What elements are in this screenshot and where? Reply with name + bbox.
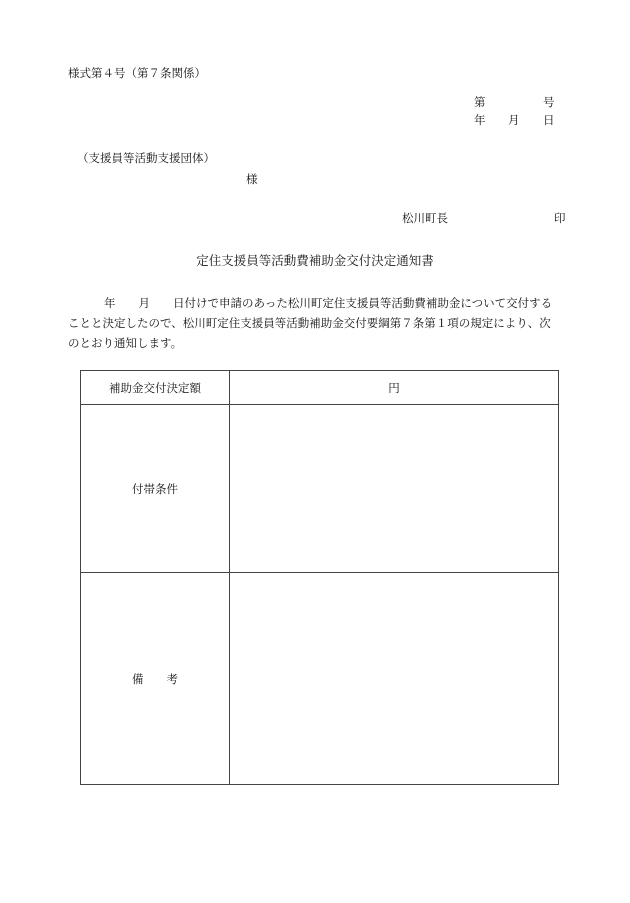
body-line: のとおり通知します。 [68,336,183,350]
issuer-seal-mark: 印 [554,211,566,225]
remarks-value [230,573,559,785]
form-number: 様式第４号（第７条関係） [68,66,206,80]
body-text [68,293,568,353]
body-line: 年 月 日付けで申請のあった松川町定住支援員等活動費補助金について交付する [104,296,553,310]
amount-value: 円 [230,371,559,405]
conditions-value [230,405,559,573]
table-row-conditions [81,405,559,573]
document-number-prefix: 第 [474,95,486,109]
recipient-honorific: 様 [246,172,258,186]
remarks-label: 備 考 [81,573,230,785]
issuer-title: 松川町長 [402,211,448,225]
document-title: 定住支援員等活動費補助金交付決定通知書 [196,253,434,268]
date-year: 年 [474,113,486,127]
table-row-amount [81,371,559,405]
date-month: 月 [508,113,520,127]
body-line: ことと決定したので、松川町定住支援員等活動補助金交付要綱第７条第１項の規定により、次 [68,316,551,330]
amount-label: 補助金交付決定額 [81,371,230,405]
table-row-remarks [81,573,559,785]
date-day: 日 [543,113,555,127]
document-number-suffix: 号 [543,95,555,109]
conditions-label: 付帯条件 [81,405,230,573]
decision-table [80,370,559,785]
recipient-organization: （支援員等活動支援団体） [77,151,215,165]
